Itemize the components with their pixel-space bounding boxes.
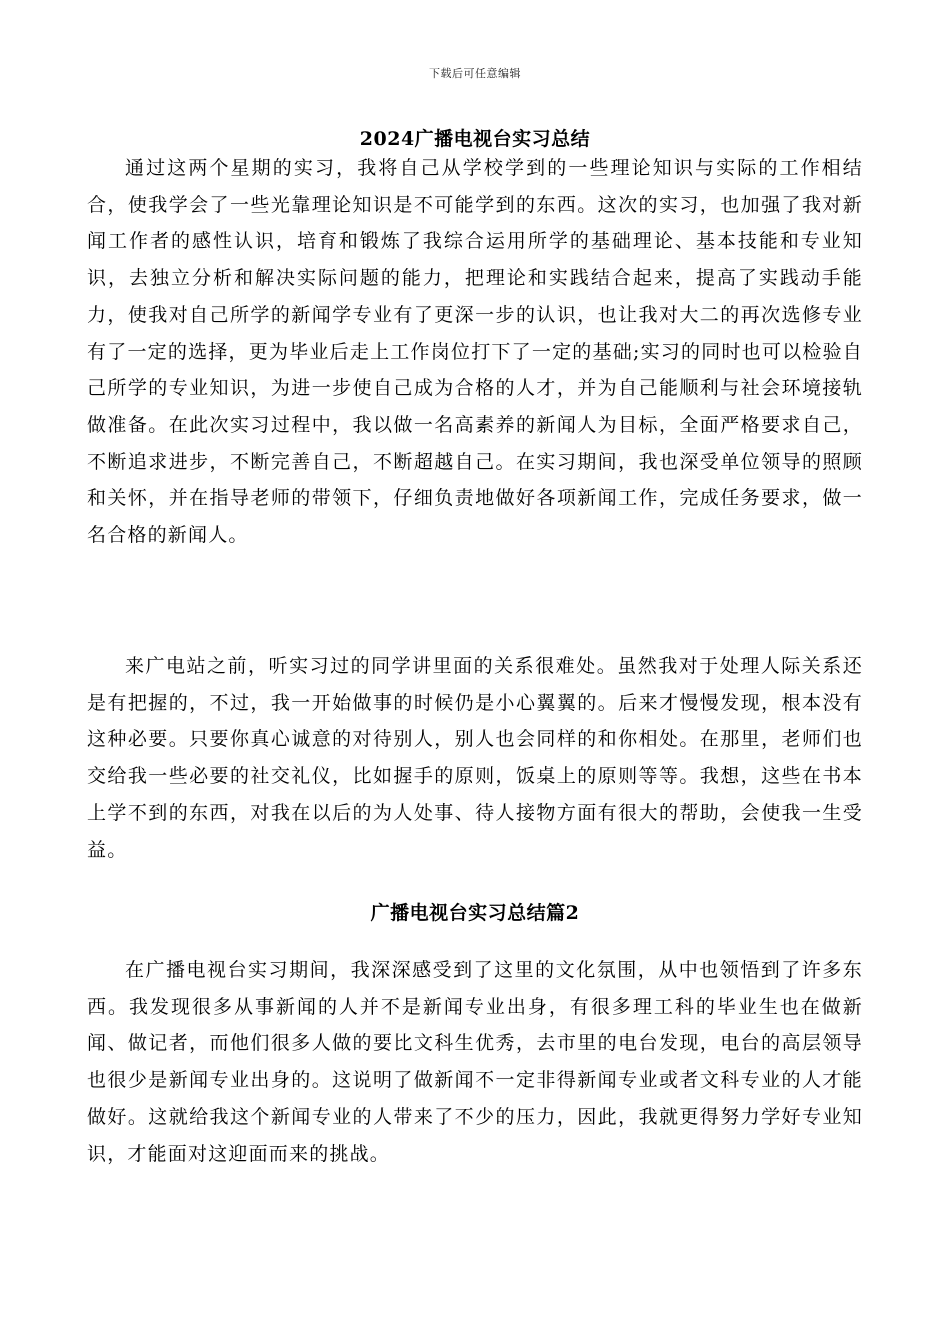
section-2-paragraph-1: 在广播电视台实习期间，我深深感受到了这里的文化氛围，从中也领悟到了许多东西。我发现很多从事新闻的人并不是新闻专业出身，有很多理工科的毕业生也在做新闻、做记者，而他们很多人做的要比文科生优秀，去市里的电台发现，电台的高层领导也很少是新闻专业出身的。这说明了做新闻不一定非得新闻专业或者文科专业的人才能做好。这就给我这个新闻专业的人带来了不少的压力，因此，我就更得努力学好专业知识，才能面对这迎面而来的挑战。 — [87, 959, 863, 1165]
body-paragraph-1: 通过这两个星期的实习，我将自己从学校学到的一些理论知识与实际的工作相结合，使我学会了一些光靠理论知识是不可能学到的东西。这次的实习，也加强了我对新闻工作者的感性认识，培育和锻炼了我综合运用所学的基础理论、基本技能和专业知识，去独立分析和解决实际问题的能力，把理论和实践结合起来，提高了实践动手能力，使我对自己所学的新闻学专业有了更深一步的认识，也让我对大二的再次选修专业有了一定的选择，更为毕业后走上工作岗位打下了一定的基础;实习的同时也可以检验自己所学的专业知识，为进一步使自己成为合格的人才，并为自己能顺利与社会环境接轨做准备。在此次实习过程中，我以做一名高素养的新闻人为目标，全面严格要求自己，不断追求进步，不断完善自己，不断超越自己。在实习期间，我也深受单位领导的照顾和关怀，并在指导老师的带领下，仔细负责地做好各项新闻工作，完成任务要求，做一名合格的新闻人。 — [87, 157, 863, 547]
document-title: 2024广播电视台实习总结 — [359, 128, 591, 150]
header-note: 下载后可任意编辑 — [429, 67, 521, 80]
section-title-part-2: 广播电视台实习总结篇2 — [370, 902, 580, 924]
body-paragraph-2: 来广电站之前，听实习过的同学讲里面的关系很难处。虽然我对于处理人际关系还是有把握的，不过，我一开始做事的时候仍是小心翼翼的。后来才慢慢发现，根本没有这种必要。只要你真心诚意的对待别人，别人也会同样的和你相处。在那里，老师们也交给我一些必要的社交礼仪，比如握手的原则，饭桌上的原则等等。我想，这些在书本上学不到的东西，对我在以后的为人处事、待人接物方面有很大的帮助，会使我一生受益。 — [87, 655, 863, 861]
